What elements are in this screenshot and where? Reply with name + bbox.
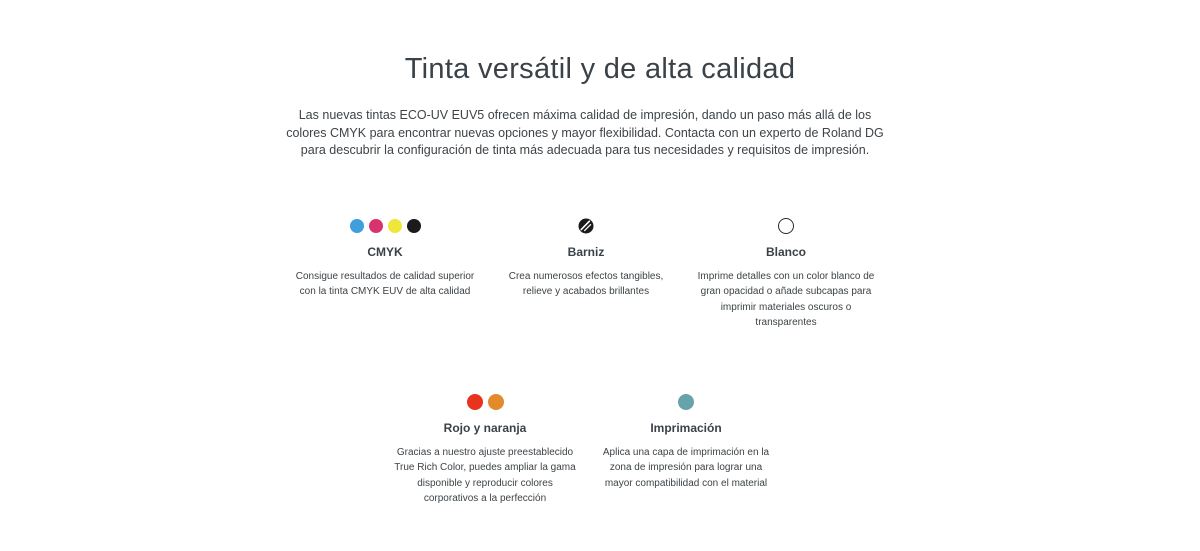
feature-description: Aplica una capa de imprimación en la zona de impresión para lograr una mayor compatibilidad con el material <box>602 447 770 489</box>
red-dot-icon <box>467 394 483 410</box>
feature-title: CMYK <box>367 245 403 259</box>
feature-white <box>689 218 883 330</box>
feature-description: Gracias a nuestro ajuste preestablecido True Rich Color, puedes ampliar la gama disponible y reproducir colores corporativos a la perfección <box>394 447 576 504</box>
cyan-dot-icon <box>350 219 364 233</box>
varnish-icon <box>578 218 594 234</box>
intro-paragraph: Las nuevas tintas ECO-UV EUV5 ofrecen máxima calidad de impresión, dando un paso más allá de los colores CMYK para encontrar nuevas opciones y mayor flexibilidad. Contacta con un experto de Roland DG para descubrir la configuración de tinta más adecuada para tus necesidades y requisitos de impresión. <box>286 108 884 157</box>
feature-title: Imprimación <box>650 421 722 435</box>
feature-description: Crea numerosos efectos tangibles, relieve y acabados brillantes <box>508 271 664 298</box>
feature-title: Barniz <box>567 245 605 259</box>
cmyk-dots-icon <box>288 218 482 234</box>
black-dot-icon <box>407 219 421 233</box>
feature-title: Rojo y naranja <box>443 421 527 435</box>
red-orange-dots-icon <box>388 394 582 410</box>
white-ink-icon <box>778 218 794 234</box>
feature-description: Imprime detalles con un color blanco de gran opacidad o añade subcapas para imprimir materiales oscuros o transparentes <box>697 271 875 328</box>
feature-cmyk <box>288 218 482 300</box>
feature-primer <box>589 394 783 491</box>
feature-red-orange <box>388 394 582 506</box>
yellow-dot-icon <box>388 219 402 233</box>
magenta-dot-icon <box>369 219 383 233</box>
feature-title: Blanco <box>765 245 806 259</box>
feature-description: Consigue resultados de calidad superior con la tinta CMYK EUV de alta calidad <box>295 271 475 298</box>
orange-dot-icon <box>488 394 504 410</box>
primer-dot-icon <box>678 394 694 410</box>
page-title: Tinta versátil y de alta calidad <box>404 53 796 85</box>
feature-varnish <box>489 218 683 300</box>
